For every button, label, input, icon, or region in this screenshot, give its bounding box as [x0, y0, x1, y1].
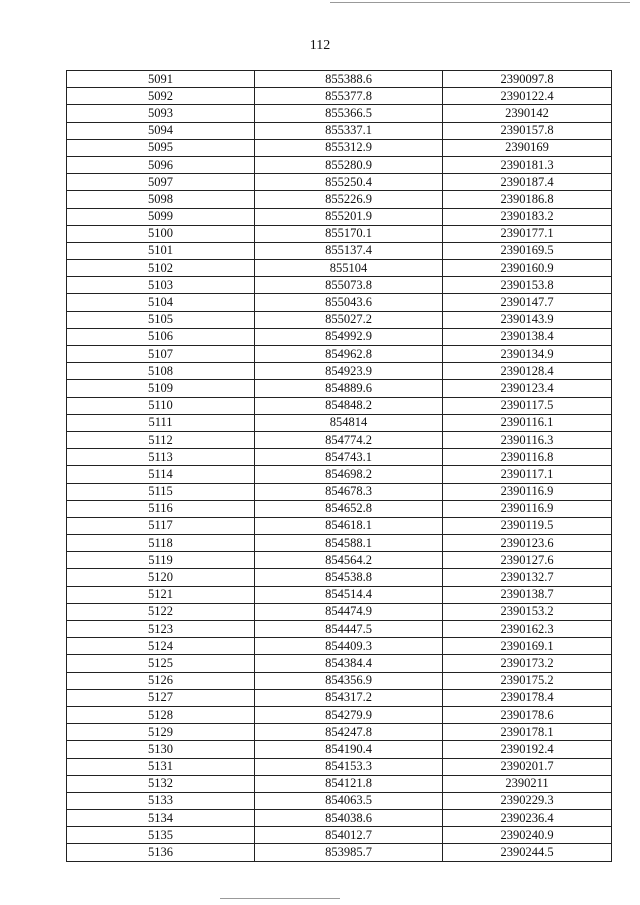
y-coordinate-cell: 2390138.7: [443, 586, 612, 603]
x-coordinate-cell: 854012.7: [255, 827, 443, 844]
point-number-cell: 5123: [67, 621, 255, 638]
point-number-cell: 5111: [67, 414, 255, 431]
point-number-cell: 5113: [67, 449, 255, 466]
y-coordinate-cell: 2390116.9: [443, 483, 612, 500]
x-coordinate-cell: 854038.6: [255, 810, 443, 827]
x-coordinate-cell: 854652.8: [255, 500, 443, 517]
x-coordinate-cell: 854121.8: [255, 775, 443, 792]
x-coordinate-cell: 855201.9: [255, 208, 443, 225]
table-row: [67, 156, 612, 173]
point-number-cell: 5109: [67, 380, 255, 397]
point-number-cell: 5118: [67, 535, 255, 552]
y-coordinate-cell: 2390157.8: [443, 122, 612, 139]
y-coordinate-cell: 2390147.7: [443, 294, 612, 311]
y-coordinate-cell: 2390116.1: [443, 414, 612, 431]
y-coordinate-cell: 2390153.2: [443, 603, 612, 620]
point-number-cell: 5108: [67, 363, 255, 380]
x-coordinate-cell: 854317.2: [255, 689, 443, 706]
point-number-cell: 5114: [67, 466, 255, 483]
y-coordinate-cell: 2390160.9: [443, 260, 612, 277]
table-row: [67, 758, 612, 775]
coordinates-table: [66, 70, 612, 862]
table-row: [67, 397, 612, 414]
y-coordinate-cell: 2390097.8: [443, 71, 612, 88]
x-coordinate-cell: 855312.9: [255, 139, 443, 156]
y-coordinate-cell: 2390134.9: [443, 346, 612, 363]
table-row: [67, 174, 612, 191]
x-coordinate-cell: 855226.9: [255, 191, 443, 208]
y-coordinate-cell: 2390178.4: [443, 689, 612, 706]
point-number-cell: 5095: [67, 139, 255, 156]
y-coordinate-cell: 2390143.9: [443, 311, 612, 328]
point-number-cell: 5133: [67, 792, 255, 809]
coordinates-table-body: [67, 71, 612, 862]
table-row: [67, 363, 612, 380]
y-coordinate-cell: 2390186.8: [443, 191, 612, 208]
table-row: [67, 689, 612, 706]
y-coordinate-cell: 2390178.6: [443, 706, 612, 723]
table-row: [67, 706, 612, 723]
table-row: [67, 517, 612, 534]
y-coordinate-cell: 2390119.5: [443, 517, 612, 534]
x-coordinate-cell: 855280.9: [255, 156, 443, 173]
x-coordinate-cell: 854514.4: [255, 586, 443, 603]
x-coordinate-cell: 854564.2: [255, 552, 443, 569]
x-coordinate-cell: 855137.4: [255, 242, 443, 259]
table-row: [67, 552, 612, 569]
point-number-cell: 5134: [67, 810, 255, 827]
x-coordinate-cell: 854848.2: [255, 397, 443, 414]
x-coordinate-cell: 854063.5: [255, 792, 443, 809]
y-coordinate-cell: 2390187.4: [443, 174, 612, 191]
point-number-cell: 5094: [67, 122, 255, 139]
table-row: [67, 810, 612, 827]
x-coordinate-cell: 854698.2: [255, 466, 443, 483]
x-coordinate-cell: 854190.4: [255, 741, 443, 758]
x-coordinate-cell: 854538.8: [255, 569, 443, 586]
table-row: [67, 741, 612, 758]
table-row: [67, 225, 612, 242]
point-number-cell: 5107: [67, 346, 255, 363]
y-coordinate-cell: 2390240.9: [443, 827, 612, 844]
x-coordinate-cell: 854153.3: [255, 758, 443, 775]
x-coordinate-cell: 854923.9: [255, 363, 443, 380]
point-number-cell: 5097: [67, 174, 255, 191]
table-row: [67, 346, 612, 363]
table-row: [67, 586, 612, 603]
x-coordinate-cell: 854588.1: [255, 535, 443, 552]
x-coordinate-cell: 855027.2: [255, 311, 443, 328]
point-number-cell: 5092: [67, 88, 255, 105]
x-coordinate-cell: 854992.9: [255, 328, 443, 345]
x-coordinate-cell: 854889.6: [255, 380, 443, 397]
table-row: [67, 431, 612, 448]
point-number-cell: 5132: [67, 775, 255, 792]
point-number-cell: 5122: [67, 603, 255, 620]
y-coordinate-cell: 2390162.3: [443, 621, 612, 638]
x-coordinate-cell: 855250.4: [255, 174, 443, 191]
point-number-cell: 5104: [67, 294, 255, 311]
point-number-cell: 5120: [67, 569, 255, 586]
y-coordinate-cell: 2390116.9: [443, 500, 612, 517]
y-coordinate-cell: 2390244.5: [443, 844, 612, 861]
table-row: [67, 139, 612, 156]
point-number-cell: 5116: [67, 500, 255, 517]
point-number-cell: 5131: [67, 758, 255, 775]
table-row: [67, 500, 612, 517]
y-coordinate-cell: 2390138.4: [443, 328, 612, 345]
y-coordinate-cell: 2390175.2: [443, 672, 612, 689]
x-coordinate-cell: 855366.5: [255, 105, 443, 122]
y-coordinate-cell: 2390127.6: [443, 552, 612, 569]
y-coordinate-cell: 2390169.5: [443, 242, 612, 259]
point-number-cell: 5125: [67, 655, 255, 672]
y-coordinate-cell: 2390173.2: [443, 655, 612, 672]
x-coordinate-cell: 855337.1: [255, 122, 443, 139]
y-coordinate-cell: 2390123.6: [443, 535, 612, 552]
point-number-cell: 5091: [67, 71, 255, 88]
table-row: [67, 88, 612, 105]
x-coordinate-cell: 855073.8: [255, 277, 443, 294]
x-coordinate-cell: 853985.7: [255, 844, 443, 861]
point-number-cell: 5098: [67, 191, 255, 208]
point-number-cell: 5093: [67, 105, 255, 122]
x-coordinate-cell: 854474.9: [255, 603, 443, 620]
table-row: [67, 208, 612, 225]
table-row: [67, 535, 612, 552]
table-row: [67, 191, 612, 208]
x-coordinate-cell: 854384.4: [255, 655, 443, 672]
point-number-cell: 5129: [67, 724, 255, 741]
table-row: [67, 71, 612, 88]
point-number-cell: 5121: [67, 586, 255, 603]
top-edge-line: [330, 2, 630, 3]
y-coordinate-cell: 2390177.1: [443, 225, 612, 242]
y-coordinate-cell: 2390229.3: [443, 792, 612, 809]
table-row: [67, 260, 612, 277]
table-row: [67, 483, 612, 500]
table-row: [67, 844, 612, 861]
x-coordinate-cell: 855043.6: [255, 294, 443, 311]
y-coordinate-cell: 2390116.3: [443, 431, 612, 448]
table-row: [67, 792, 612, 809]
table-row: [67, 672, 612, 689]
table-row: [67, 775, 612, 792]
table-row: [67, 294, 612, 311]
point-number-cell: 5119: [67, 552, 255, 569]
y-coordinate-cell: 2390192.4: [443, 741, 612, 758]
point-number-cell: 5100: [67, 225, 255, 242]
table-row: [67, 328, 612, 345]
table-row: [67, 655, 612, 672]
table-row: [67, 466, 612, 483]
y-coordinate-cell: 2390169.1: [443, 638, 612, 655]
point-number-cell: 5136: [67, 844, 255, 861]
x-coordinate-cell: 854774.2: [255, 431, 443, 448]
table-row: [67, 122, 612, 139]
table-row: [67, 242, 612, 259]
point-number-cell: 5124: [67, 638, 255, 655]
x-coordinate-cell: 854409.3: [255, 638, 443, 655]
table-row: [67, 414, 612, 431]
x-coordinate-cell: 854814: [255, 414, 443, 431]
table-row: [67, 603, 612, 620]
x-coordinate-cell: 854279.9: [255, 706, 443, 723]
table-row: [67, 449, 612, 466]
point-number-cell: 5102: [67, 260, 255, 277]
x-coordinate-cell: 854678.3: [255, 483, 443, 500]
x-coordinate-cell: 854247.8: [255, 724, 443, 741]
table-row: [67, 827, 612, 844]
point-number-cell: 5135: [67, 827, 255, 844]
bottom-edge-line: [220, 898, 340, 899]
point-number-cell: 5099: [67, 208, 255, 225]
y-coordinate-cell: 2390236.4: [443, 810, 612, 827]
point-number-cell: 5096: [67, 156, 255, 173]
point-number-cell: 5106: [67, 328, 255, 345]
y-coordinate-cell: 2390178.1: [443, 724, 612, 741]
x-coordinate-cell: 855170.1: [255, 225, 443, 242]
table-row: [67, 638, 612, 655]
x-coordinate-cell: 854962.8: [255, 346, 443, 363]
y-coordinate-cell: 2390117.1: [443, 466, 612, 483]
y-coordinate-cell: 2390132.7: [443, 569, 612, 586]
point-number-cell: 5127: [67, 689, 255, 706]
table-row: [67, 621, 612, 638]
y-coordinate-cell: 2390211: [443, 775, 612, 792]
x-coordinate-cell: 855377.8: [255, 88, 443, 105]
x-coordinate-cell: 854618.1: [255, 517, 443, 534]
y-coordinate-cell: 2390169: [443, 139, 612, 156]
page-number: 112: [309, 38, 331, 53]
y-coordinate-cell: 2390123.4: [443, 380, 612, 397]
point-number-cell: 5130: [67, 741, 255, 758]
point-number-cell: 5117: [67, 517, 255, 534]
table-row: [67, 569, 612, 586]
y-coordinate-cell: 2390128.4: [443, 363, 612, 380]
x-coordinate-cell: 854447.5: [255, 621, 443, 638]
point-number-cell: 5126: [67, 672, 255, 689]
point-number-cell: 5105: [67, 311, 255, 328]
table-row: [67, 277, 612, 294]
table-row: [67, 380, 612, 397]
table-row: [67, 105, 612, 122]
point-number-cell: 5112: [67, 431, 255, 448]
point-number-cell: 5110: [67, 397, 255, 414]
table-row: [67, 724, 612, 741]
table-row: [67, 311, 612, 328]
y-coordinate-cell: 2390122.4: [443, 88, 612, 105]
y-coordinate-cell: 2390116.8: [443, 449, 612, 466]
point-number-cell: 5103: [67, 277, 255, 294]
y-coordinate-cell: 2390117.5: [443, 397, 612, 414]
x-coordinate-cell: 854743.1: [255, 449, 443, 466]
point-number-cell: 5128: [67, 706, 255, 723]
x-coordinate-cell: 854356.9: [255, 672, 443, 689]
point-number-cell: 5101: [67, 242, 255, 259]
y-coordinate-cell: 2390142: [443, 105, 612, 122]
y-coordinate-cell: 2390183.2: [443, 208, 612, 225]
x-coordinate-cell: 855388.6: [255, 71, 443, 88]
x-coordinate-cell: 855104: [255, 260, 443, 277]
y-coordinate-cell: 2390153.8: [443, 277, 612, 294]
y-coordinate-cell: 2390181.3: [443, 156, 612, 173]
y-coordinate-cell: 2390201.7: [443, 758, 612, 775]
point-number-cell: 5115: [67, 483, 255, 500]
